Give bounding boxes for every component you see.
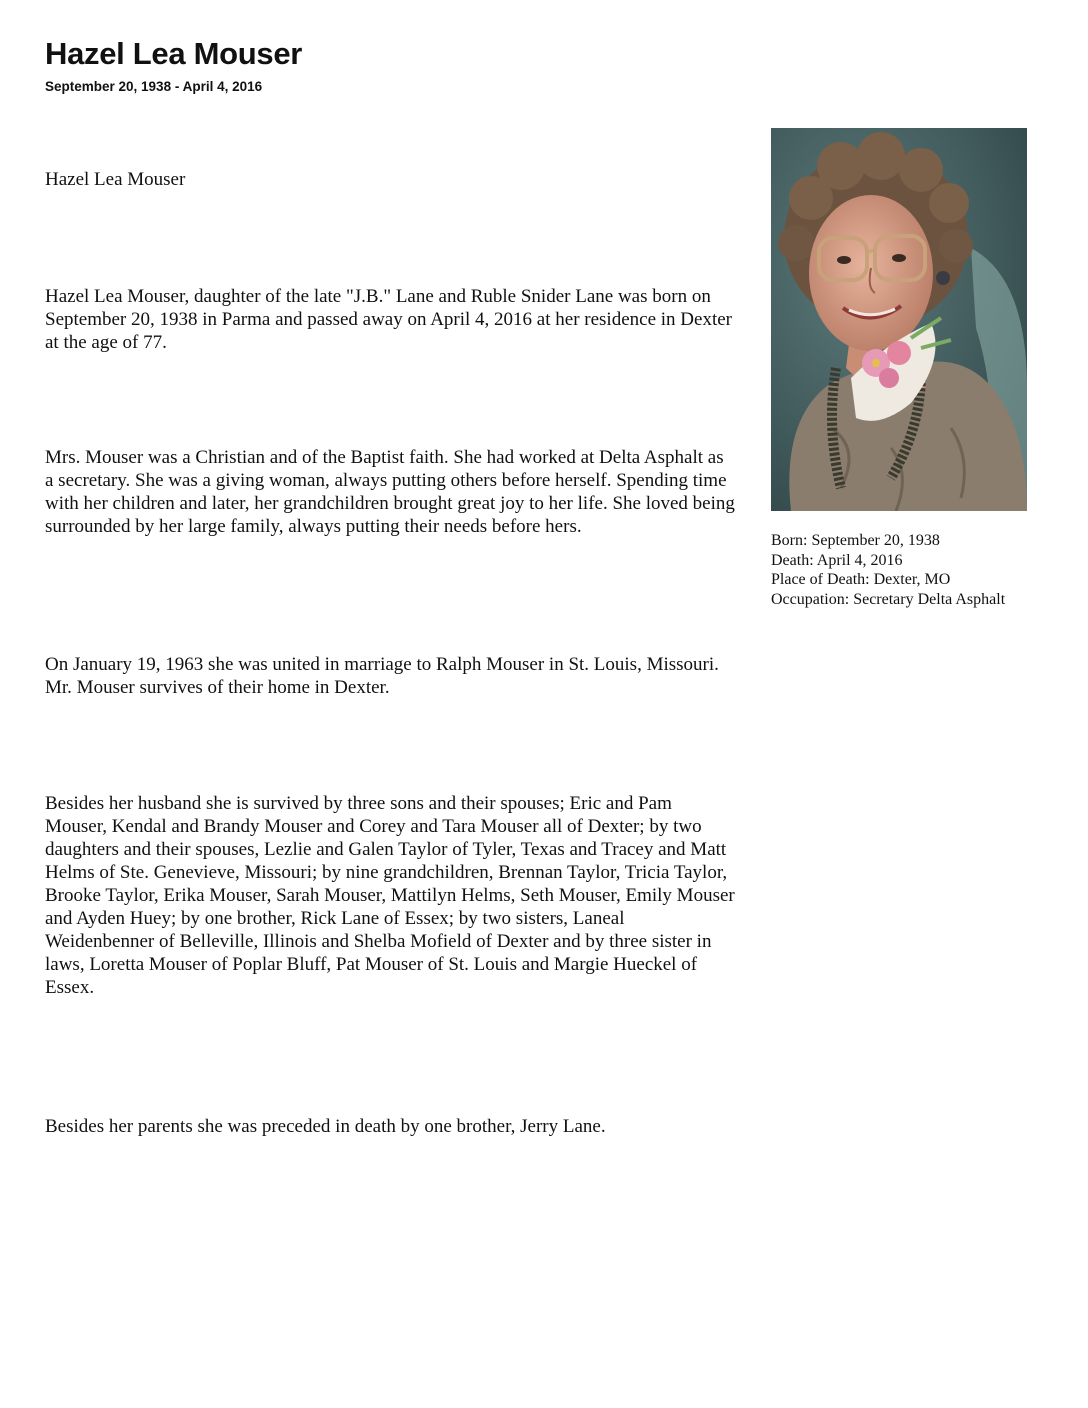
page-title: Hazel Lea Mouser (45, 36, 303, 71)
born-fact: Born: September 20, 1938 (771, 532, 940, 549)
obituary-name-line: Hazel Lea Mouser (45, 169, 186, 190)
facts-panel (771, 531, 1071, 609)
place-of-death-fact: Place of Death: Dexter, MO (771, 571, 951, 588)
obituary-paragraph-2: Mrs. Mouser was a Christian and of the Baptist faith. She had worked at Delta Asphalt as a secretary. She was a giving woman, always putting others before herself. Spending time with her children and later, her grandchildren brought great joy to her life. She loved being surrounded by her large family, always putting their needs before hers. (45, 447, 735, 537)
obituary-paragraph-3: On January 19, 1963 she was united in marriage to Ralph Mouser in St. Louis, Missouri. Mr. Mouser survives of their home in Dexter. (45, 654, 719, 698)
obituary-paragraph-5: Besides her parents she was preceded in death by one brother, Jerry Lane. (45, 1116, 606, 1137)
occupation-fact: Occupation: Secretary Delta Asphalt (771, 590, 1006, 608)
life-dates: September 20, 1938 - April 4, 2016 (45, 79, 263, 94)
obituary-paragraph-4: Besides her husband she is survived by three sons and their spouses; Eric and Pam Mouser, Kendal and Brandy Mouser and Corey and Tara Mouser all of Dexter; by two daughters and their spouses, Lezlie and Galen Taylor of Tyler, Texas and Tracey and Matt Helms of Ste. Genevieve, Missouri; by nine grandchildren, Brennan Taylor, Tricia Taylor, Brooke Taylor, Erika Mouser, Sarah Mouser, Mattilyn Helms, Seth Mouser, Emily Mouser and Ayden Huey; by one brother, Rick Lane of Essex; by two sisters, Laneal Weidenbenner of Belleville, Illinois and Shelba Mofield of Dexter and by three sister in laws, Loretta Mouser of Poplar Bluff, Pat Mouser of St. Louis and Margie Hueckel of Essex. (45, 793, 735, 998)
obituary-header (45, 36, 645, 96)
obituary-paragraph-1: Hazel Lea Mouser, daughter of the late "J.B." Lane and Ruble Snider Lane was born on September 20, 1938 in Parma and passed away on April 4, 2016 at her residence in Dexter at the age of 77. (45, 286, 732, 353)
portrait-photo (771, 128, 1027, 511)
death-fact: Death: April 4, 2016 (771, 551, 903, 569)
